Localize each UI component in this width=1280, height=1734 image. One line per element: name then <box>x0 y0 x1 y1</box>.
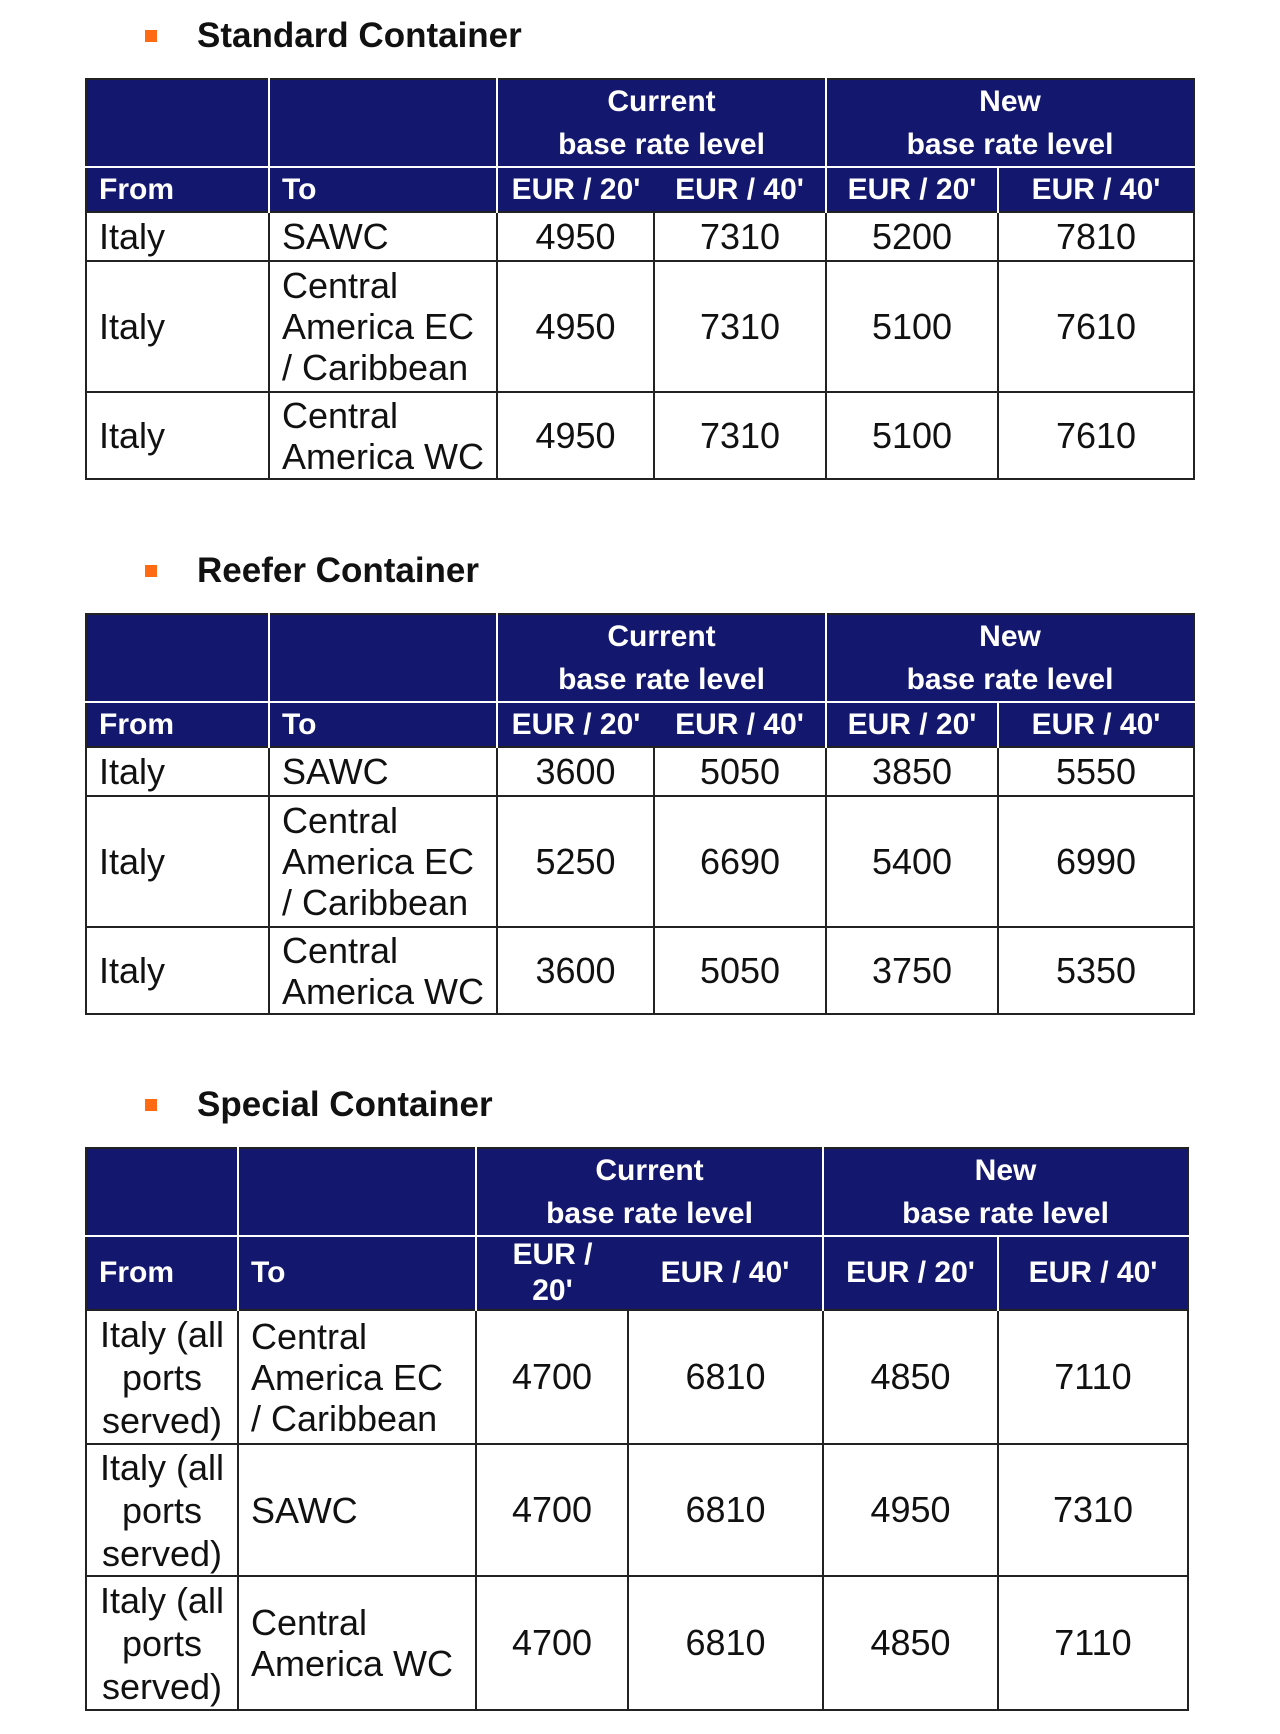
column-header-new-40: EUR / 40' <box>998 702 1194 747</box>
table-row: Italy (all ports served) Central America EC / Caribbean 4700 6810 4850 7110 <box>86 1310 1188 1444</box>
header-new-base-rate: New base rate level <box>826 614 1194 702</box>
section-title-reefer <box>145 551 479 591</box>
orange-bullet-icon <box>145 1099 157 1111</box>
section-title-text: Special Container <box>197 1085 493 1124</box>
column-header-new-40: EUR / 40' <box>998 167 1194 212</box>
orange-bullet-icon <box>145 30 157 42</box>
table-row: Italy Central America EC / Caribbean 4950 7310 5100 7610 <box>86 261 1194 392</box>
table-row: Italy Central America WC 3600 5050 3750 5350 <box>86 927 1194 1014</box>
column-header-current-40: EUR / 40' <box>654 702 826 747</box>
column-header-new-20: EUR / 20' <box>826 167 998 212</box>
table-row: Italy Central America WC 4950 7310 5100 7610 <box>86 392 1194 479</box>
section-title-text: Standard Container <box>197 16 522 55</box>
column-header-current-20: EUR / 20' <box>497 167 654 212</box>
section-title-special <box>145 1085 493 1125</box>
column-header-new-20: EUR / 20' <box>823 1236 998 1310</box>
column-header-to: To <box>269 167 497 212</box>
header-current-base-rate: Current base rate level <box>497 79 826 167</box>
reefer-rate-table <box>85 613 1195 1015</box>
section-title-standard <box>145 16 522 56</box>
standard-rate-table <box>85 78 1195 480</box>
column-header-new-20: EUR / 20' <box>826 702 998 747</box>
column-header-current-40: EUR / 40' <box>654 167 826 212</box>
special-rate-table <box>85 1147 1189 1711</box>
header-new-base-rate: New base rate level <box>826 79 1194 167</box>
column-header-new-40: EUR / 40' <box>998 1236 1188 1310</box>
table-row: Italy (all ports served) Central America WC 4700 6810 4850 7110 <box>86 1576 1188 1710</box>
column-header-from: From <box>86 167 269 212</box>
column-header-from: From <box>86 702 269 747</box>
table-row: Italy Central America EC / Caribbean 5250 6690 5400 6990 <box>86 796 1194 927</box>
table-row: Italy (all ports served) SAWC 4700 6810 4950 7310 <box>86 1444 1188 1576</box>
header-current-base-rate: Current base rate level <box>476 1148 823 1236</box>
section-title-text: Reefer Container <box>197 551 480 590</box>
orange-bullet-icon <box>145 565 157 577</box>
column-header-to: To <box>269 702 497 747</box>
column-header-current-20: EUR / 20' <box>476 1236 628 1310</box>
table-row: Italy SAWC 3600 5050 3850 5550 <box>86 747 1194 796</box>
column-header-current-40: EUR / 40' <box>628 1236 823 1310</box>
header-new-base-rate: New base rate level <box>823 1148 1188 1236</box>
column-header-from: From <box>86 1236 238 1310</box>
column-header-current-20: EUR / 20' <box>497 702 654 747</box>
column-header-to: To <box>238 1236 476 1310</box>
table-row: Italy SAWC 4950 7310 5200 7810 <box>86 212 1194 261</box>
header-current-base-rate: Current base rate level <box>497 614 826 702</box>
